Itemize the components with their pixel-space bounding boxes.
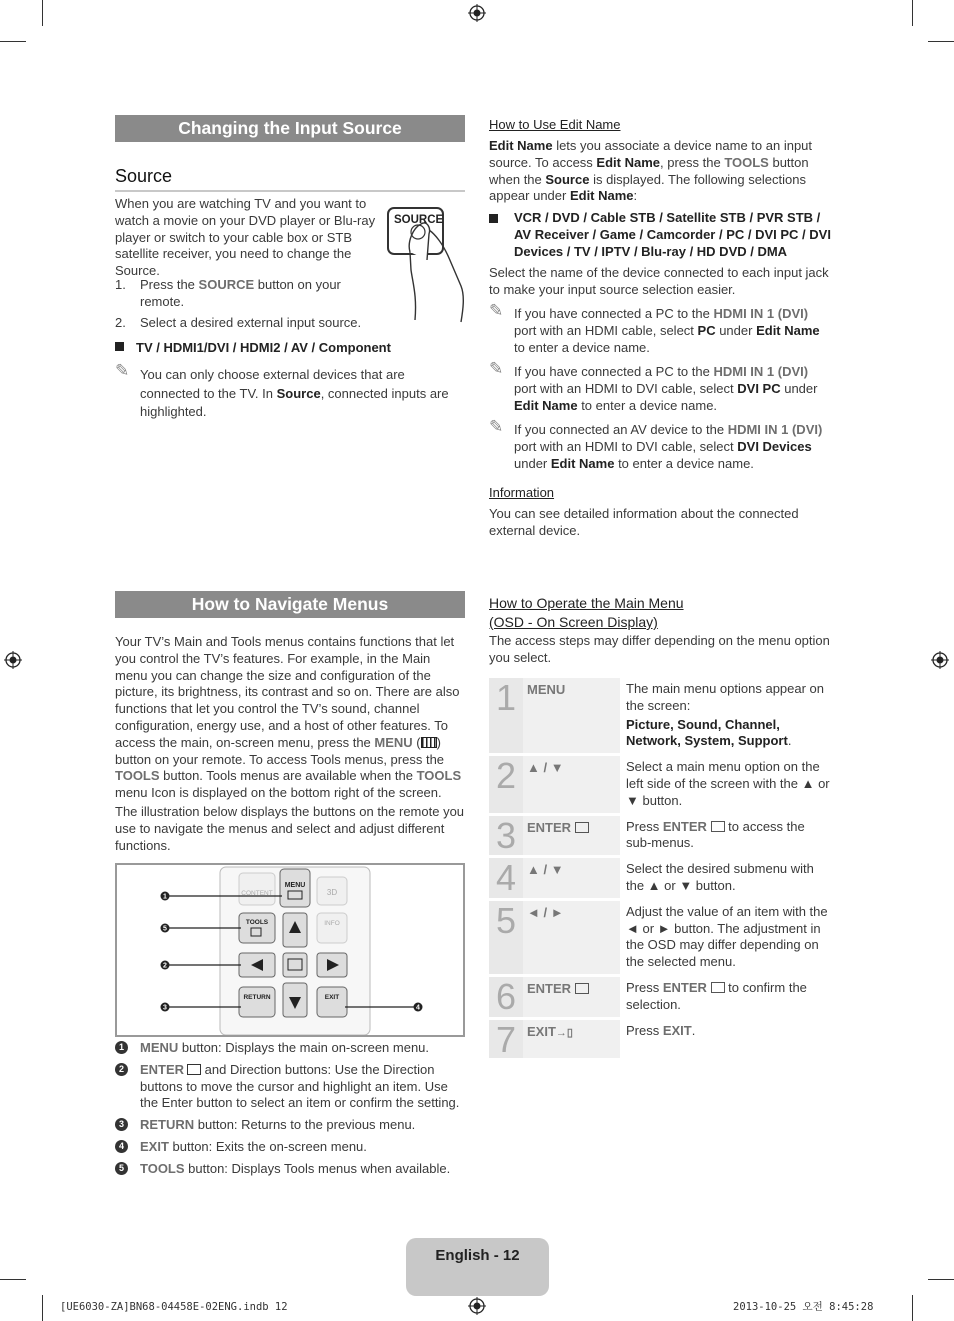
text: to access the sub-menus. [626,818,805,851]
text: button when the [489,154,809,187]
step-key: MENU [523,678,620,753]
text: port with an HDMI to DVI cable, select [514,380,738,396]
note-key: Source [276,385,321,401]
registration-mark-icon [4,651,22,669]
edit-name-heading: How to Use Edit Name [489,117,621,132]
callout-2: 2 [163,962,167,970]
source-key: Source [545,171,590,187]
step-number: 2. [115,315,126,330]
text: lets you associate a device name to an input source. To access [489,138,813,170]
main-menu-intro: The access steps may differ depending on the menu option you select. [489,633,830,665]
edit-name-note-1 [514,306,834,356]
text: Your TV’s Main and Tools menus contains functions that let you control the TV’s features. For example, in the Main menu you can change the size and configuration of the picture, its brightness, its contrast and so on. There are also functions that let you control the TV’s sound, channel configuration, energy use, and a host of other features. To access the main, on-screen menu, press the [115,634,460,750]
3d-label: 3D [326,888,338,897]
port-key: HDMI IN 1 (DVI) [713,306,809,321]
step-desc [620,678,835,753]
input-list: TV / HDMI1/DVI / HDMI2 / AV / Component [136,340,391,355]
edit-name-key: Edit Name [756,322,820,338]
step-number: 2 [489,756,523,812]
text: to enter a device name. [514,339,650,355]
legend-number: 3 [115,1118,128,1131]
remote-legend [115,1040,465,1183]
remote-illustration [115,863,465,1037]
step-text: button on your remote. [140,277,341,309]
text: ) button on your remote. To access Tools menus, press the [115,734,445,767]
crop-mark [0,1279,26,1280]
step-row [489,977,835,1017]
edit-name-key: Edit Name [569,188,634,204]
option-key: PC [697,322,716,338]
step-row [489,816,835,856]
source-note [140,366,465,422]
callout-4: 4 [416,1004,420,1012]
note-text: You can only choose external devices that are connected to the TV. In [140,367,405,401]
info-button [317,913,347,943]
step-row [489,756,835,812]
menu-options: Picture, Sound, Channel, Network, System, Support [626,716,788,749]
step-desc-text: The main menu options appear on the screen: [626,681,825,713]
step-desc: Select the desired submenu with the ▲ or ▼ button. [626,861,814,893]
input-list-bullet [115,340,465,357]
legend-key: EXIT [140,1138,169,1154]
step-number: 3 [489,816,523,856]
key-text: ENTER [527,980,572,996]
pencil-note-icon: ✎ [489,417,504,436]
step-key: SOURCE [198,277,255,292]
edit-name-note-2 [514,364,834,414]
enter-key: ENTER [662,818,707,834]
text: to enter a device name. [577,397,718,413]
step-key [523,977,620,1017]
pencil-note-icon: ✎ [489,359,504,378]
text: Press [626,818,663,834]
menu-label: MENU [284,882,306,889]
step-number: 4 [489,858,523,898]
step-key: ▲ / ▼ [523,756,620,812]
legend-key: ENTER [140,1061,185,1077]
remote-control-svg [117,865,463,1035]
legend-number: 4 [115,1140,128,1153]
key-text: ENTER [527,819,572,835]
text: If you connected an AV device to the [514,422,728,437]
file-info: [UE6030-ZA]BN68-04458E-02ENG.indb 12 [60,1301,288,1313]
callout-5: 5 [163,925,167,933]
text: . [787,733,792,749]
text: : [633,188,638,204]
menu-icon [421,737,437,748]
device-list: VCR / DVD / Cable STB / Satellite STB / PVR STB / AV Receiver / Game / Camcorder / PC / DVI PC / DVI Devices / TV / IPTV / Blu-ray / HD DVD / DMA [514,210,831,259]
text: port with an HDMI to DVI cable, select [514,438,738,454]
information-text: You can see detailed information about the connected external device. [489,506,799,538]
exit-icon: →▯ [555,1026,573,1039]
edit-name-note-3 [514,422,834,472]
step-desc [620,977,835,1017]
text: to confirm the selection. [626,979,807,1012]
legend-item [115,1062,465,1112]
legend-key: MENU [140,1040,179,1055]
exit-button[interactable] [317,987,347,1017]
exit-label: EXIT [324,994,340,1001]
step-text: Select a desired external input source. [140,315,362,330]
crop-mark [42,1295,43,1321]
crop-mark [912,0,913,26]
content-label: CONTENT [241,890,273,897]
crop-mark [928,41,954,42]
text: menu Icon is displayed on the bottom right of the screen. [115,785,442,801]
enter-icon [711,821,725,832]
heading-line: How to Operate the Main Menu [489,595,684,611]
text: , press the [660,154,725,170]
text: Press [626,979,663,995]
registration-mark-icon [468,4,486,22]
subsection-title-source: Source [115,166,173,186]
select-name-text: Select the name of the device connected to each input jack to make your input source selection easier. [489,265,829,297]
text: to enter a device name. [614,455,754,471]
text: under [514,455,551,471]
info-label: INFO [324,920,340,927]
edit-name-key: Edit Name [514,397,578,413]
legend-item [115,1139,465,1156]
legend-item [115,1161,465,1178]
enter-button[interactable] [283,953,307,977]
source-intro: When you are watching TV and you want to watch a movie on your DVD player or Blu-ray player or switch to your cable box or STB satellite receiver, you need to change the Source. [115,196,376,279]
source-step-2 [115,315,465,332]
legend-text: button: Displays Tools menus when available. [184,1160,451,1176]
registration-mark-icon [931,651,949,669]
legend-number: 2 [115,1063,128,1076]
return-label: RETURN [243,994,271,1001]
menu-key: MENU [374,734,413,750]
port-key: HDMI IN 1 (DVI) [727,422,823,437]
bullet-icon [115,342,124,351]
tools-key: TOOLS [115,768,160,784]
step-row [489,1020,835,1058]
crop-mark [0,41,26,42]
step-key [523,816,620,856]
option-key: DVI PC [737,380,781,396]
return-button[interactable] [239,987,275,1017]
legend-number: 5 [115,1162,128,1175]
legend-number: 1 [115,1041,128,1054]
section-title-navigate-menus: How to Navigate Menus [115,591,465,618]
exit-key: EXIT [662,1022,692,1038]
enter-icon [575,822,589,833]
enter-icon [187,1064,201,1075]
tools-key: TOOLS [724,154,769,170]
text: If you have connected a PC to the [514,306,714,321]
option-key: DVI Devices [737,438,812,454]
text: ( [412,734,421,750]
text: under [715,322,757,338]
step-desc: Adjust the value of an item with the ◄ or ► button. The adjustment in the OSD may differ depending on the selected menu. [626,903,828,970]
step-number: 1 [489,678,523,753]
crop-mark [928,1279,954,1280]
divider [115,190,465,192]
heading-line: (OSD - On Screen Display) [489,614,658,630]
edit-name-paragraph [489,138,829,205]
crop-mark [912,1295,913,1321]
step-key: ◄ / ► [523,901,620,974]
legend-key: RETURN [140,1117,195,1133]
legend-text: button: Returns to the previous menu. [194,1117,416,1133]
tools-key: TOOLS [416,768,462,784]
enter-icon [711,982,725,993]
bullet-icon [489,214,498,223]
step-number: 6 [489,977,523,1017]
print-timestamp: 2013-10-25 오전 8:45:28 [733,1301,874,1313]
step-number: 1. [115,277,126,292]
tools-label: TOOLS [245,919,269,926]
main-menu-heading [489,594,684,632]
edit-name-key: Edit Name [489,138,553,153]
text: is displayed. The following selections appear under [489,171,806,204]
legend-text: and Direction buttons: Use the Direction buttons to move the cursor and highlight an item. Use the Enter button to select an item or confirm the setting. [140,1061,460,1111]
legend-text: button: Displays the main on-screen menu. [178,1040,430,1055]
step-row [489,678,835,753]
text: Press [626,1022,663,1038]
key-text: EXIT [527,1023,556,1039]
section-title-input-source: Changing the Input Source [115,115,465,142]
text: under [780,380,818,396]
information-heading: Information [489,485,555,500]
legend-item [115,1117,465,1134]
step-desc [620,816,835,856]
port-key: HDMI IN 1 (DVI) [713,364,809,379]
page-number-tab: English - 12 [406,1238,549,1296]
step-row [489,901,835,974]
source-button-label: SOURCE [394,214,444,226]
step-number: 7 [489,1020,523,1058]
legend-text: button: Exits the on-screen menu. [168,1138,367,1154]
step-number: 5 [489,901,523,974]
edit-name-key: Edit Name [596,154,660,170]
crop-mark [42,0,43,26]
text: . [691,1022,696,1038]
note-text: , connected inputs are highlighted. [140,385,449,419]
navigate-paragraph-1 [115,634,465,802]
content-button [239,873,275,905]
step-key [523,1020,620,1058]
step-desc [620,1020,835,1058]
text: port with an HDMI cable, select [514,322,698,338]
step-desc: Select a main menu option on the left side of the screen with the ▲ or ▼ button. [626,759,830,808]
registration-mark-icon [468,1297,486,1315]
step-row [489,858,835,898]
pencil-note-icon: ✎ [115,361,130,380]
legend-key: TOOLS [140,1160,185,1176]
source-button-hand-illustration [383,200,468,328]
navigate-paragraph-2: The illustration below displays the buttons on the remote you use to navigate the menus and select and adjust different functions. [115,804,465,853]
step-key: ▲ / ▼ [523,858,620,898]
main-menu-steps-table [489,675,835,1061]
source-step-1 [115,277,375,311]
callout-1: 1 [163,893,167,901]
enter-icon [575,983,589,994]
step-text: Press the [140,277,199,292]
edit-name-key: Edit Name [550,455,615,471]
callout-3: 3 [163,1004,167,1012]
text: If you have connected a PC to the [514,364,714,379]
enter-key: ENTER [662,979,707,995]
pencil-note-icon: ✎ [489,301,504,320]
text: button. Tools menus are available when the [159,768,417,784]
legend-item [115,1040,465,1057]
